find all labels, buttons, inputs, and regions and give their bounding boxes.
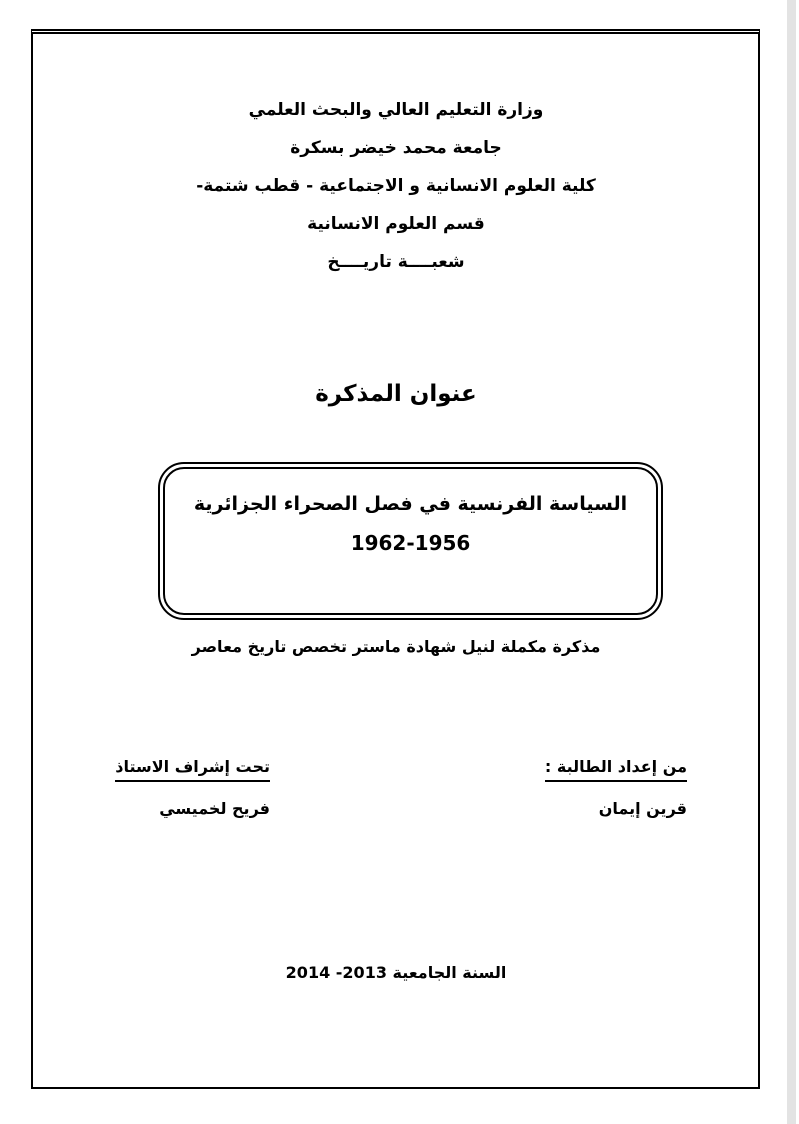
institution-header — [32, 91, 760, 281]
thesis-years: 1962-1956 — [350, 531, 471, 555]
ministry-line: وزارة التعليم العالي والبحث العلمي — [248, 100, 544, 120]
prepared-by-label: من إعداد الطالبة : — [545, 757, 687, 782]
supervisor-block — [100, 757, 270, 818]
supervisor-label: تحت إشراف الاستاذ — [115, 757, 270, 782]
prepared-by-block — [545, 757, 687, 818]
memoir-title-heading: عنوان المذكرة — [315, 381, 477, 407]
degree-subtitle: مذكرة مكملة لنيل شهادة ماستر تخصص تاريخ معاصر — [191, 637, 601, 656]
academic-year-line: السنة الجامعية 2013- 2014 — [285, 963, 507, 982]
faculty-line: كلية العلوم الانسانية و الاجتماعية - قطب شتمة- — [196, 176, 596, 196]
university-line: جامعة محمد خيضر بسكرة — [290, 138, 502, 158]
scrollbar-track[interactable] — [787, 0, 796, 1124]
thesis-title: السياسة الفرنسية في فصل الصحراء الجزائرية — [193, 493, 628, 515]
student-name: قرين إيمان — [598, 799, 687, 818]
department-line: قسم العلوم الانسانية — [307, 214, 485, 234]
thesis-title-box-inner — [163, 467, 658, 615]
branch-line: شعبــــة تاريــــخ — [327, 252, 465, 272]
thesis-title-box — [158, 462, 663, 620]
supervisor-name: فريح لخميسي — [159, 799, 270, 818]
